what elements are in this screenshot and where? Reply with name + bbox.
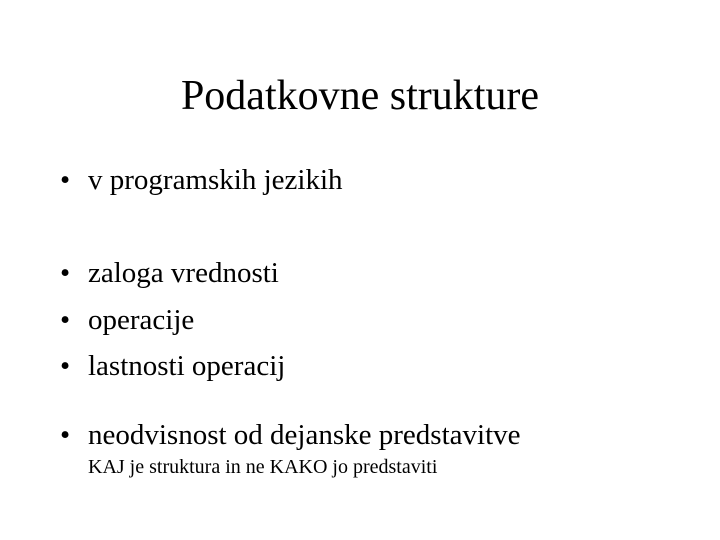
- bullet-icon: •: [60, 257, 71, 289]
- bullet-item-3: [60, 302, 194, 338]
- bullet-text: lastnosti operacij: [88, 350, 286, 382]
- bullet-icon: •: [60, 164, 71, 196]
- bullet-text: v programskih jezikih: [88, 164, 343, 196]
- bullet-icon: •: [60, 419, 71, 451]
- bullet-item-1: [60, 162, 343, 198]
- bullet-icon: •: [60, 304, 71, 336]
- bullet-item-5: [60, 417, 521, 453]
- sub-note: KAJ je struktura in ne KAKO jo predstaviti: [88, 456, 438, 478]
- bullet-icon: •: [60, 350, 71, 382]
- bullet-item-2: [60, 255, 279, 291]
- slide-title: Podatkovne strukture: [180, 73, 540, 119]
- bullet-text: operacije: [88, 304, 195, 336]
- bullet-text: zaloga vrednosti: [88, 257, 279, 289]
- bullet-text: neodvisnost od dejanske predstavitve: [88, 419, 521, 451]
- bullet-item-4: [60, 348, 285, 384]
